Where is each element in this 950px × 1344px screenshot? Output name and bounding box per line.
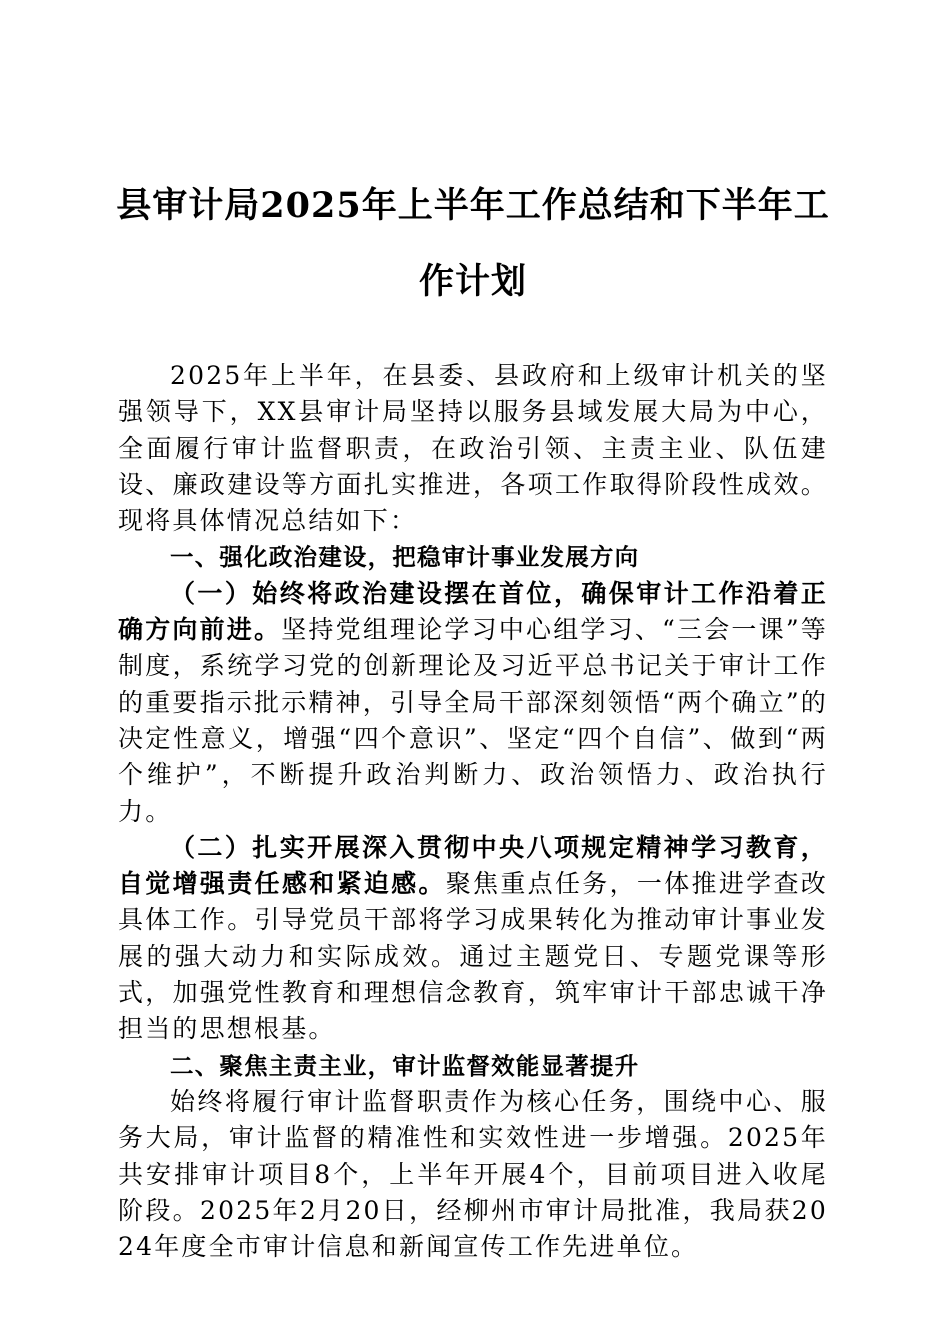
section-heading-1: 一、强化政治建设，把稳审计事业发展方向 <box>170 543 640 572</box>
intro-paragraph: 2025年上半年，在县委、县政府和上级审计机关的坚强领导下，XX县审计局坚持以服务县域发展大局为中心，全面履行审计监督职责，在政治引领、主责主业、队伍建设、廉政建设等方面扎实推进，各项工作取得阶段性成效。现将具体情况总结如下： <box>118 361 828 536</box>
section1-item1-paragraph <box>118 576 828 830</box>
section-heading-2: 二、聚焦主责主业，审计监督效能显著提升 <box>170 1051 640 1080</box>
document-title: 县审计局2025年上半年工作总结和下半年工作计划 <box>116 185 830 302</box>
section1-item1-text: 坚持党组理论学习中心组学习、“三会一课”等制度，系统学习党的创新理论及习近平总书记关于审计工作的重要指示批示精神，引导全局干部深刻领悟“两个确立”的决定性意义，增强“四个意识”、坚定“四个自信”、做到“两个维护”，不断提升政治判断力、政治领悟力、政治执行力。 <box>118 615 829 826</box>
section1-item2-text: 聚焦重点任务，一体推进学查改具体工作。引导党员干部将学习成果转化为推动审计事业发展的强大动力和实际成效。通过主题党日、专题党课等形式，加强党性教育和理想信念教育，筑牢审计干部忠诚干净担当的思想根基。 <box>118 869 828 1044</box>
document-body <box>118 358 828 1265</box>
section1-item2-paragraph <box>118 830 828 1048</box>
section1-item2-lead: （二）扎实开展深入贯彻中央八项规定精神学习教育，自觉增强责任感和紧迫感。 <box>118 832 828 899</box>
section1-item1-lead: （一）始终将政治建设摆在首位，确保审计工作沿着正确方向前进。 <box>118 578 828 645</box>
section2-paragraph: 始终将履行审计监督职责作为核心任务，围绕中心、服务大局，审计监督的精准性和实效性进一步增强。2025年共安排审计项目8个，上半年开展4个，目前项目进入收尾阶段。2025年2月20日，经柳州市审计局批准，我局获2024年度全市审计信息和新闻宣传工作先进单位。 <box>118 1086 828 1262</box>
